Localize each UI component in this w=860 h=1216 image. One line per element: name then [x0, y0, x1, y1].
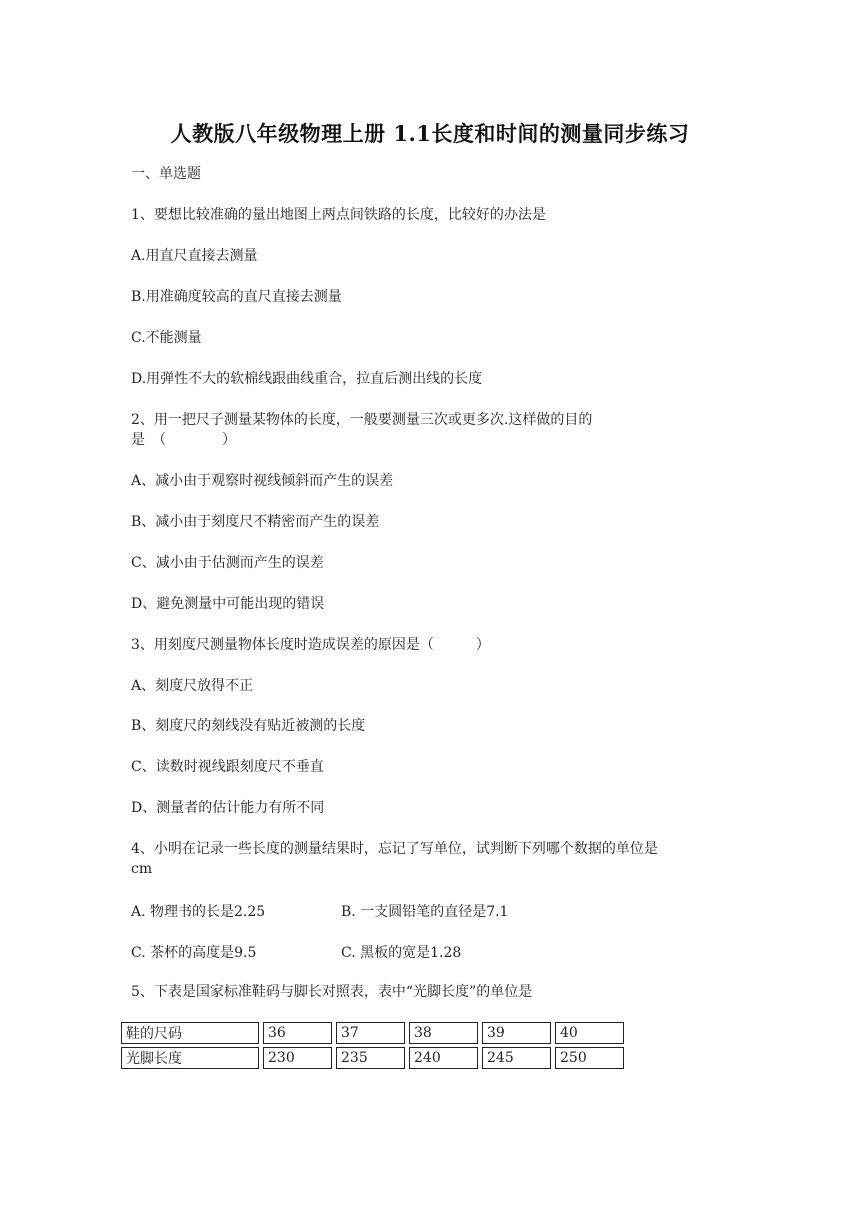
question-3-stem: 3、用刻度尺测量物体长度时造成误差的原因是（ ）	[131, 637, 490, 653]
question-3-option-c: C、读数时视线跟刻度尺不垂直	[131, 759, 324, 775]
question-1-stem: 1、要想比较准确的量出地图上两点间铁路的长度，比较好的办法是	[131, 207, 546, 223]
question-1-option-c: C.不能测量	[131, 330, 202, 346]
question-4-option-d: C. 黑板的宽是1.28	[341, 945, 462, 961]
question-4-stem-line1: 4、小明在记录一些长度的测量结果时，忘记了写单位，试判断下列哪个数据的单位是	[131, 841, 658, 857]
table-cell: 36	[264, 1023, 332, 1044]
question-2-option-b: B、减小由于刻度尺不精密而产生的误差	[131, 514, 380, 530]
table-cell: 245	[483, 1048, 551, 1069]
document-title: 人教版八年级物理上册 1.1长度和时间的测量同步练习	[170, 121, 690, 146]
question-4-option-a: A. 物理书的长是2.25	[131, 904, 266, 920]
question-2-option-d: D、避免测量中可能出现的错误	[131, 596, 325, 612]
question-4-option-c: C. 茶杯的高度是9.5	[131, 945, 257, 961]
section-heading: 一、单选题	[131, 166, 201, 182]
table-cell: 235	[337, 1048, 405, 1069]
question-3-option-d: D、测量者的估计能力有所不同	[131, 800, 325, 816]
table-cell: 250	[556, 1048, 624, 1069]
question-5-stem: 5、下表是国家标准鞋码与脚长对照表，表中“光脚长度”的单位是	[131, 984, 533, 1000]
question-2-option-a: A、减小由于观察时视线倾斜而产生的误差	[131, 473, 394, 489]
table-row	[122, 1048, 624, 1069]
table-cell: 240	[410, 1048, 478, 1069]
table-row-header: 光脚长度	[122, 1048, 259, 1069]
shoe-size-table	[121, 1022, 624, 1069]
question-2-option-c: C、减小由于估测而产生的误差	[131, 555, 324, 571]
question-2-stem-line1: 2、用一把尺子测量某物体的长度，一般要测量三次或更多次.这样做的目的	[131, 412, 593, 428]
table-row	[122, 1023, 624, 1044]
question-4-stem-line2: cm	[131, 861, 153, 877]
question-1-option-a: A.用直尺直接去测量	[131, 248, 258, 264]
table-cell: 40	[556, 1023, 624, 1044]
question-1-option-d: D.用弹性不大的软棉线跟曲线重合，拉直后测出线的长度	[131, 371, 483, 387]
table-cell: 38	[410, 1023, 478, 1044]
question-1-option-b: B.用准确度较高的直尺直接去测量	[131, 289, 342, 305]
question-3-option-b: B、刻度尺的刻线没有贴近被测的长度	[131, 718, 366, 734]
table-cell: 39	[483, 1023, 551, 1044]
table-cell: 230	[264, 1048, 332, 1069]
question-4-option-b: B. 一支圆铅笔的直径是7.1	[341, 904, 509, 920]
question-2-stem-line2: 是 （ ）	[131, 432, 236, 448]
table-row-header: 鞋的尺码	[122, 1023, 259, 1044]
question-3-option-a: A、刻度尺放得不正	[131, 678, 254, 694]
table-cell: 37	[337, 1023, 405, 1044]
